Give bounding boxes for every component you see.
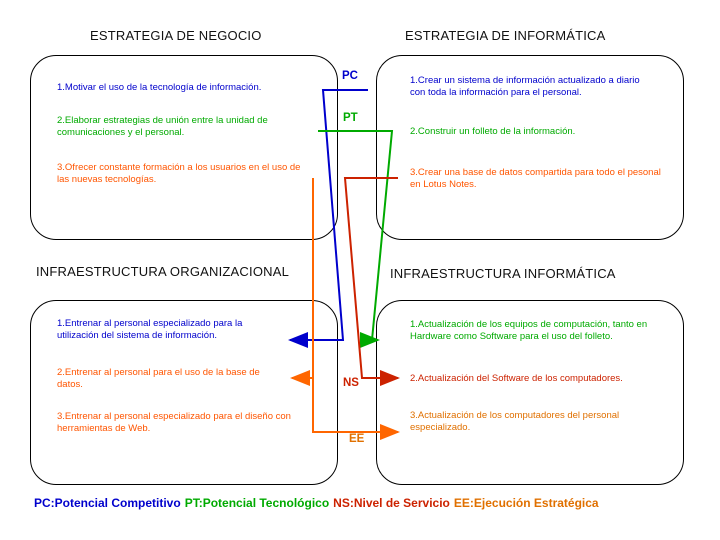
org-infra-item-1: 1.Entrenar al personal especializado para la utilización del sistema de información. <box>57 318 243 341</box>
legend-ee: EE:Ejecución Estratégica <box>453 496 599 510</box>
it-infra-item-2: 2.Actualización del Software de los computadores. <box>410 373 623 384</box>
it-strategy-item-3: 3.Crear una base de datos compartida para todo el pesonal en Lotus Notes. <box>410 167 661 190</box>
org-infra-item-3: 3.Entrenar al personal especializado para el diseño con herramientas de Web. <box>57 411 291 434</box>
legend-pc: PC:Potencial Competitivo <box>34 496 181 510</box>
business-item-1: 1.Motivar el uso de la tecnología de información. <box>57 82 262 93</box>
it-strategy-title: ESTRATEGIA DE INFORMÁTICA <box>405 28 606 43</box>
it-strategy-item-1: 1.Crear un sistema de información actualizado a diario con toda la información para el personal. <box>410 75 640 98</box>
it-strategy-item-2: 2.Construir un folleto de la información. <box>410 126 576 137</box>
ns-connector <box>345 178 398 378</box>
ee-tag: EE <box>349 433 365 445</box>
it-infra-item-1: 1.Actualización de los equipos de computación, tanto en Hardware como Software para el uso del folleto. <box>410 319 648 342</box>
legend-ns: NS:Nivel de Servicio <box>333 496 450 510</box>
business-strategy-title: ESTRATEGIA DE NEGOCIO <box>90 28 262 43</box>
pc-tag: PC <box>342 70 358 82</box>
it-infra-item-3: 3.Actualización de los computadores del personal especializado. <box>410 410 620 433</box>
it-infrastructure-title: INFRAESTRUCTURA INFORMÁTICA <box>390 266 616 281</box>
org-infrastructure-title: INFRAESTRUCTURA ORGANIZACIONAL <box>36 264 290 279</box>
legend-pt: PT:Potencial Tecnológico <box>184 496 330 510</box>
ns-tag: NS <box>343 377 359 389</box>
business-item-3: 3.Ofrecer constante formación a los usuarios en el uso de las nuevas tecnologías. <box>57 162 301 185</box>
org-infra-item-2: 2.Entrenar al personal para el uso de la base de datos. <box>57 367 260 390</box>
pt-tag: PT <box>343 112 358 124</box>
business-item-2: 2.Elaborar estrategias de unión entre la unidad de comunicaciones y el personal. <box>57 115 268 138</box>
legend <box>34 496 603 510</box>
